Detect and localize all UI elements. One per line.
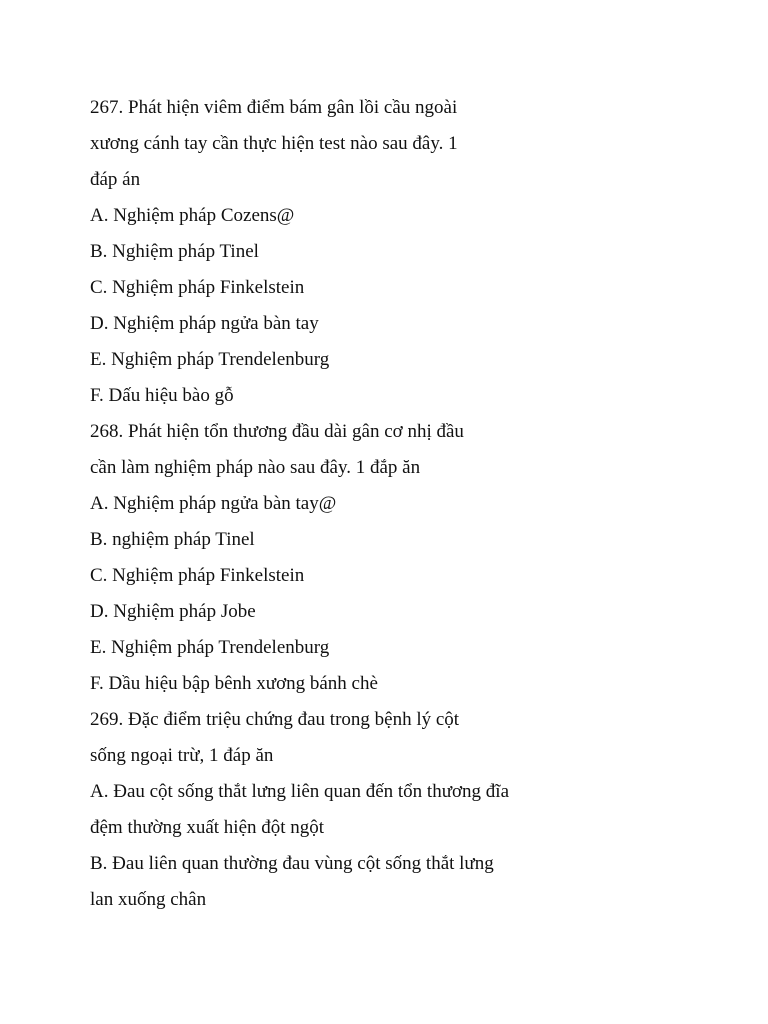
question-268-option-c: C. Nghiệm pháp Finkelstein [90, 565, 305, 586]
question-269-option-a-line-2: đệm thường xuất hiện đột ngột [90, 817, 325, 838]
question-267-option-a: A. Nghiệm pháp Cozens@ [90, 205, 295, 226]
question-267-option-f: F. Dấu hiệu bào gỗ [90, 385, 234, 406]
question-268-option-b: B. nghiệm pháp Tinel [90, 529, 255, 550]
question-269-option-b-line-1: B. Đau liên quan thường đau vùng cột sống thắt lưng [90, 853, 494, 874]
question-269-line-2: sống ngoại trừ, 1 đáp ăn [90, 745, 274, 766]
question-268-option-a: A. Nghiệm pháp ngửa bàn tay@ [90, 493, 337, 514]
question-269-line-1: 269. Đặc điểm triệu chứng đau trong bệnh lý cột [90, 709, 460, 730]
question-268-line-1: 268. Phát hiện tổn thương đầu dài gân cơ nhị đầu [90, 421, 464, 442]
question-267-option-c: C. Nghiệm pháp Finkelstein [90, 277, 305, 298]
question-268-option-f: F. Dầu hiệu bập bênh xương bánh chè [90, 673, 378, 694]
question-267-line-2: xương cánh tay cần thực hiện test nào sau đây. 1 [90, 133, 458, 154]
question-268-option-d: D. Nghiệm pháp Jobe [90, 601, 256, 622]
question-268-line-2: cần làm nghiệm pháp nào sau đây. 1 đắp ăn [90, 457, 421, 478]
question-267-option-d: D. Nghiệm pháp ngửa bàn tay [90, 313, 319, 334]
question-267-option-b: B. Nghiệm pháp Tinel [90, 241, 259, 262]
question-267-line-1: 267. Phát hiện viêm điểm bám gân lồi cầu ngoài [90, 97, 458, 118]
question-269-option-b-line-2: lan xuống chân [90, 889, 207, 910]
question-268-option-e: E. Nghiệm pháp Trendelenburg [90, 637, 330, 658]
question-267-option-e: E. Nghiệm pháp Trendelenburg [90, 349, 330, 370]
question-267-line-3: đáp án [90, 169, 141, 190]
question-269-option-a-line-1: A. Đau cột sống thắt lưng liên quan đến tổn thương đĩa [90, 781, 510, 802]
text-block [90, 90, 730, 918]
